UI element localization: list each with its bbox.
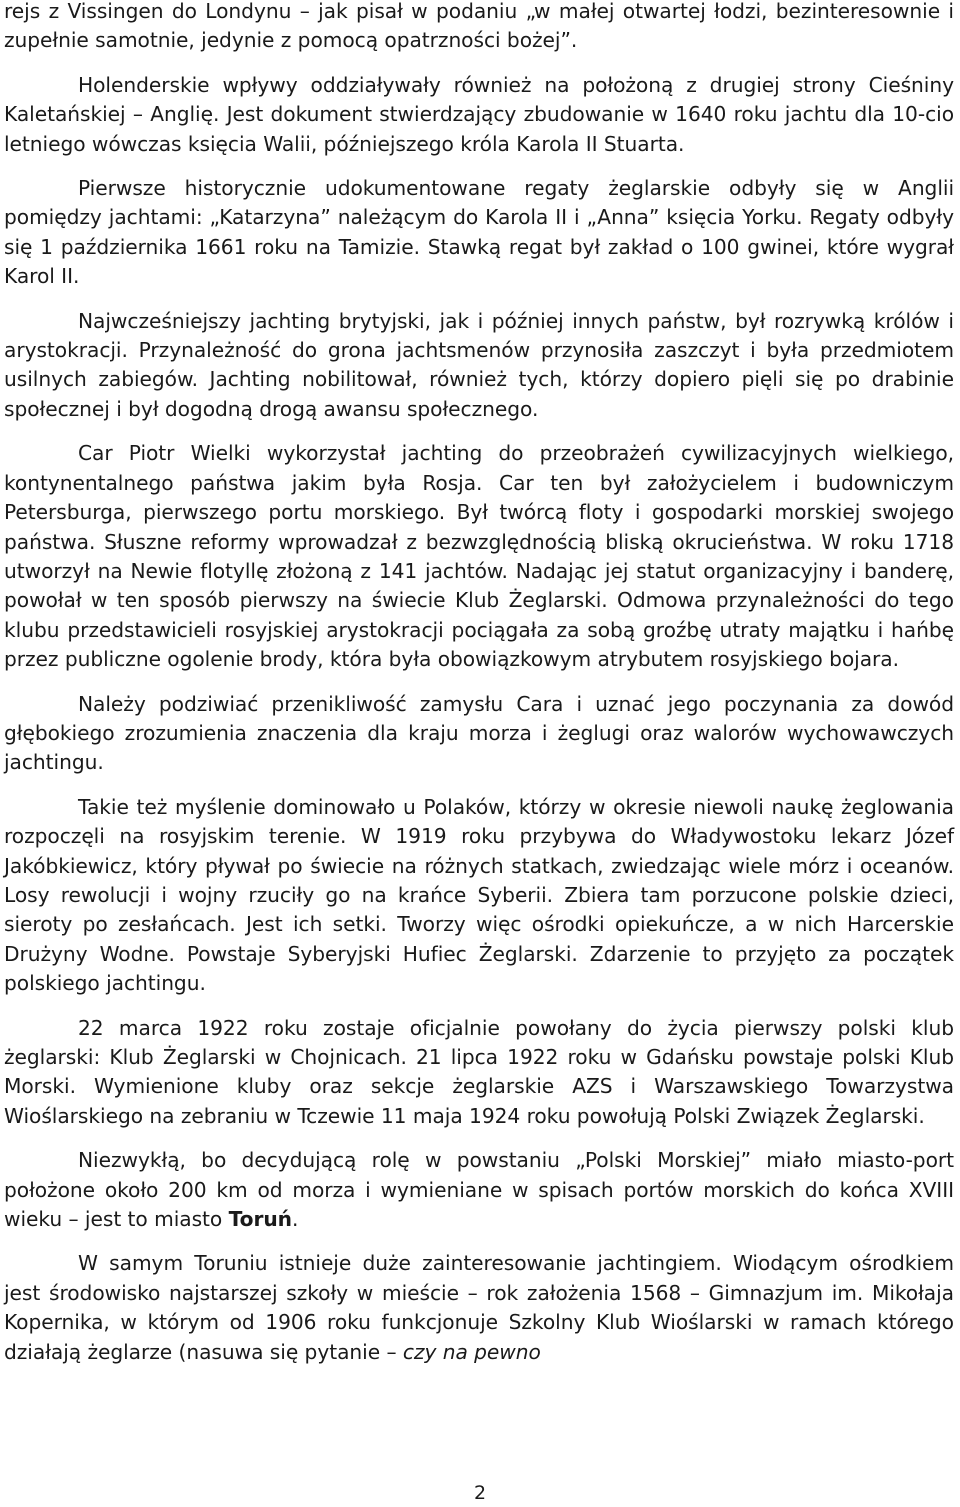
city-name-torun: Toruń xyxy=(228,1207,292,1232)
paragraph-2: Holenderskie wpływy oddziaływały również na położoną z drugiej strony Cieśniny Kaletańskiej – Anglię. Jest dokument stwierdzający zbudowanie w 1640 roku jachtu dla 10-cio letniego wówczas księcia Walii, późniejszego króla Karola II Stuarta. xyxy=(4,72,954,156)
page-number: 2 xyxy=(473,1482,487,1504)
paragraph-10-text: W samym Toruniu istnieje duże zainteresowanie jachtingiem. Wiodącym ośrodkiem jest środowisko najstarszej szkoły w mieście – rok założenia 1568 – Gimnazjum im. Mikołaja Kopernika, w którym od 1906 roku funkcjonuje Szkolny Klub Wioślarski w ramach którego działają żeglarze (nasuwa się pytanie – xyxy=(4,1251,954,1364)
paragraph-8: 22 marca 1922 roku zostaje oficjalnie powołany do życia pierwszy polski klub żeglarski: Klub Żeglarski w Chojnicach. 21 lipca 1922 roku w Gdańsku powstaje polski Klub Morski. Wymienione kluby oraz sekcje żeglarskie AZS i Warszawskiego Towarzystwa Wioślarskiego na zebraniu w Tczewie 11 maja 1924 roku powołują Polski Związek Żeglarski. xyxy=(4,1015,954,1128)
paragraph-9-text: Niezwykłą, bo decydującą rolę w powstaniu „Polski Morskiej” miało miasto-port położone około 200 km od morza i wymieniane w spisach portów morskich do końca XVIII wieku – jest to miasto xyxy=(4,1148,954,1232)
paragraph-6: Należy podziwiać przenikliwość zamysłu Cara i uznać jego poczynania za dowód głębokiego zrozumienia znaczenia dla kraju morza i żeglugi oraz walorów wychowawczych jachtingu. xyxy=(4,691,954,775)
paragraph-3: Pierwsze historycznie udokumentowane regaty żeglarskie odbyły się w Anglii pomiędzy jachtami: „Katarzyna” należącym do Karola II i „Anna” księcia Yorku. Regaty odbyły się 1 października 1661 roku na Tamizie. Stawką regat był zakład o 100 gwinei, które wygrał Karol II. xyxy=(4,176,954,289)
paragraph-9 xyxy=(4,1146,954,1234)
paragraph-10-italic: czy na pewno xyxy=(402,1339,541,1364)
paragraph-4: Najwcześniejszy jachting brytyjski, jak i później innych państw, był rozrywką królów i arystokracji. Przynależność do grona jachtsmenów przynosiła zaszczyt i była przedmiotem usilnych zabiegów. Jachting nobilitował, również tych, którzy dopiero pięli się po drabinie społecznej i był dogodną drogą awansu społecznego. xyxy=(4,308,954,421)
document-page xyxy=(4,0,954,1367)
paragraph-1: rejs z Vissingen do Londynu – jak pisał w podaniu „w małej otwartej łodzi, bezinteresownie i zupełnie samotnie, jedynie z pomocą opatrzności bożej”. xyxy=(4,0,954,53)
paragraph-7: Takie też myślenie dominowało u Polaków, którzy w okresie niewoli naukę żeglowania rozpoczęli na rosyjskim terenie. W 1919 roku przybywa do Władywostoku lekarz Józef Jakóbkiewicz, który pływał po świecie na różnych statkach, zwiedzając wiele mórz i oceanów. Losy rewolucji i wojny rzuciły go na krańce Syberii. Zbiera tam porzucone polskie dzieci, sieroty po zesłańcach. Jest ich setki. Tworzy więc ośrodki opiekuńcze, a w nich Harcerskie Drużyny Wodne. Powstaje Syberyjski Hufiec Żeglarski. Zdarzenie to przyjęto za początek polskiego jachtingu. xyxy=(4,794,954,996)
paragraph-5: Car Piotr Wielki wykorzystał jachting do przeobrażeń cywilizacyjnych wielkiego, kontynentalnego państwa jakim była Rosja. Car ten był założycielem i budowniczym Petersburga, pierwszego portu morskiego. Był twórcą floty i gospodarki morskiej swojego państwa. Słuszne reformy wprowadzał z bezwzględnością bliską okrucieństwa. W roku 1718 utworzył na Newie flotyllę złożoną z 141 jachtów. Nadając jej statut organizacyjny i banderę, powołał w ten sposób pierwszy na świecie Klub Żeglarski. Odmowa przynależności do tego klubu przedstawicieli rosyjskiej arystokracji pociągała za sobą groźbę utraty majątku i hańbę przez publiczne ogolenie brody, która była obowiązkowym atrybutem rosyjskiego bojara. xyxy=(4,441,954,672)
paragraph-9-end: . xyxy=(292,1207,299,1232)
paragraph-10 xyxy=(4,1249,954,1367)
